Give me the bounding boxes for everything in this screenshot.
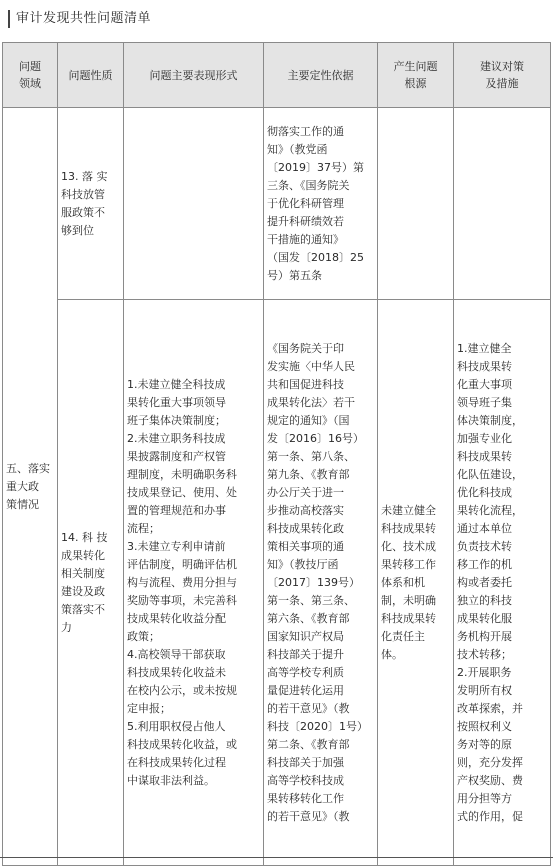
- table-header-row: [3, 43, 551, 108]
- header-cell: 问题性质: [58, 43, 124, 108]
- header-cell: 建议对策 及措施: [454, 43, 551, 108]
- issue-forms-cell: [124, 108, 264, 300]
- header-cell: 问题 领域: [3, 43, 58, 108]
- issue-measures-cell: [454, 108, 551, 300]
- header-cell: 主要定性依据: [264, 43, 378, 108]
- table-row: [3, 300, 551, 866]
- issue-root-cell: [378, 108, 454, 300]
- issue-domain-cell: 五、落实 重大政 策情况: [3, 108, 58, 866]
- header-cell: 产生问题 根源: [378, 43, 454, 108]
- page-bottom-rule: [0, 857, 553, 858]
- issue-basis-cell: 彻落实工作的通 知》（教党函 〔2019〕37号）第 三条、《国务院关 于优化科研管理 提升科研绩效若 干措施的通知》 （国发〔2018〕25 号）第五条: [264, 108, 378, 300]
- issue-nature-cell: 13. 落 实 科技放管 服政策不 够到位: [58, 108, 124, 300]
- issue-basis-cell: 《国务院关于印 发实施〈中华人民 共和国促进科技 成果转化法〉若干 规定的通知》（国 发〔2016〕16号） 第一条、第八条、 第九条、《教育部 办公厅关于进一 步推动高校落实 科技成果转化政 策相关事项的通 知》（教技厅函 〔2017〕139号） 第一条、第三条、 第六条、《教育部 国家知识产权局 科技部关于提升 高等学校专利质 量促进转化运用 的若干意见》（教 科技〔2020〕1号） 第二条、《教育部 科技部关于加强 高等学校科技成 果转移转化工作 的若干意见》（教: [264, 300, 378, 866]
- table-row: [3, 108, 551, 300]
- issue-root-cell: 未建立健全 科技成果转 化、技术成 果转移工作 体系和机 制，未明确 科技成果转 化责任主 体。: [378, 300, 454, 866]
- issue-forms-cell: 1.未建立健全科技成 果转化重大事项领导 班子集体决策制度； 2.未建立职务科技成 果披露制度和产权管 理制度，未明确职务科 技成果登记、使用、处 置的管理规范和办事 流程； 3.未建立专利申请前 评估制度，明确评估机 构与流程、费用分担与 奖励等事项，未完善科 技成果转化收益分配 政策； 4.高校领导干部获取 科技成果转化收益未 在校内公示，或未按规 定申报； 5.利用职权侵占他人 科技成果转化收益，或 在科技成果转化过程 中谋取非法利益。: [124, 300, 264, 866]
- page-title: 审计发现共性问题清单: [8, 10, 151, 28]
- header-cell: 问题主要表现形式: [124, 43, 264, 108]
- issue-measures-cell: 1.建立健全 科技成果转 化重大事项 领导班子集 体决策制度， 加强专业化 科技成果转 化队伍建设， 优化科技成 果转化流程， 通过本单位 负责技术转 移工作的机 构或者委托 独立的科技 成果转化服 务机构开展 技术转移； 2.开展职务 发明所有权 改革探索，并 按照权利义 务对等的原 则，充分发挥 产权奖励、费 用分担等方 式的作用，促: [454, 300, 551, 866]
- audit-issues-table: [2, 42, 551, 866]
- issue-nature-cell: 14. 科 技 成果转化 相关制度 建设及政 策落实不 力: [58, 300, 124, 866]
